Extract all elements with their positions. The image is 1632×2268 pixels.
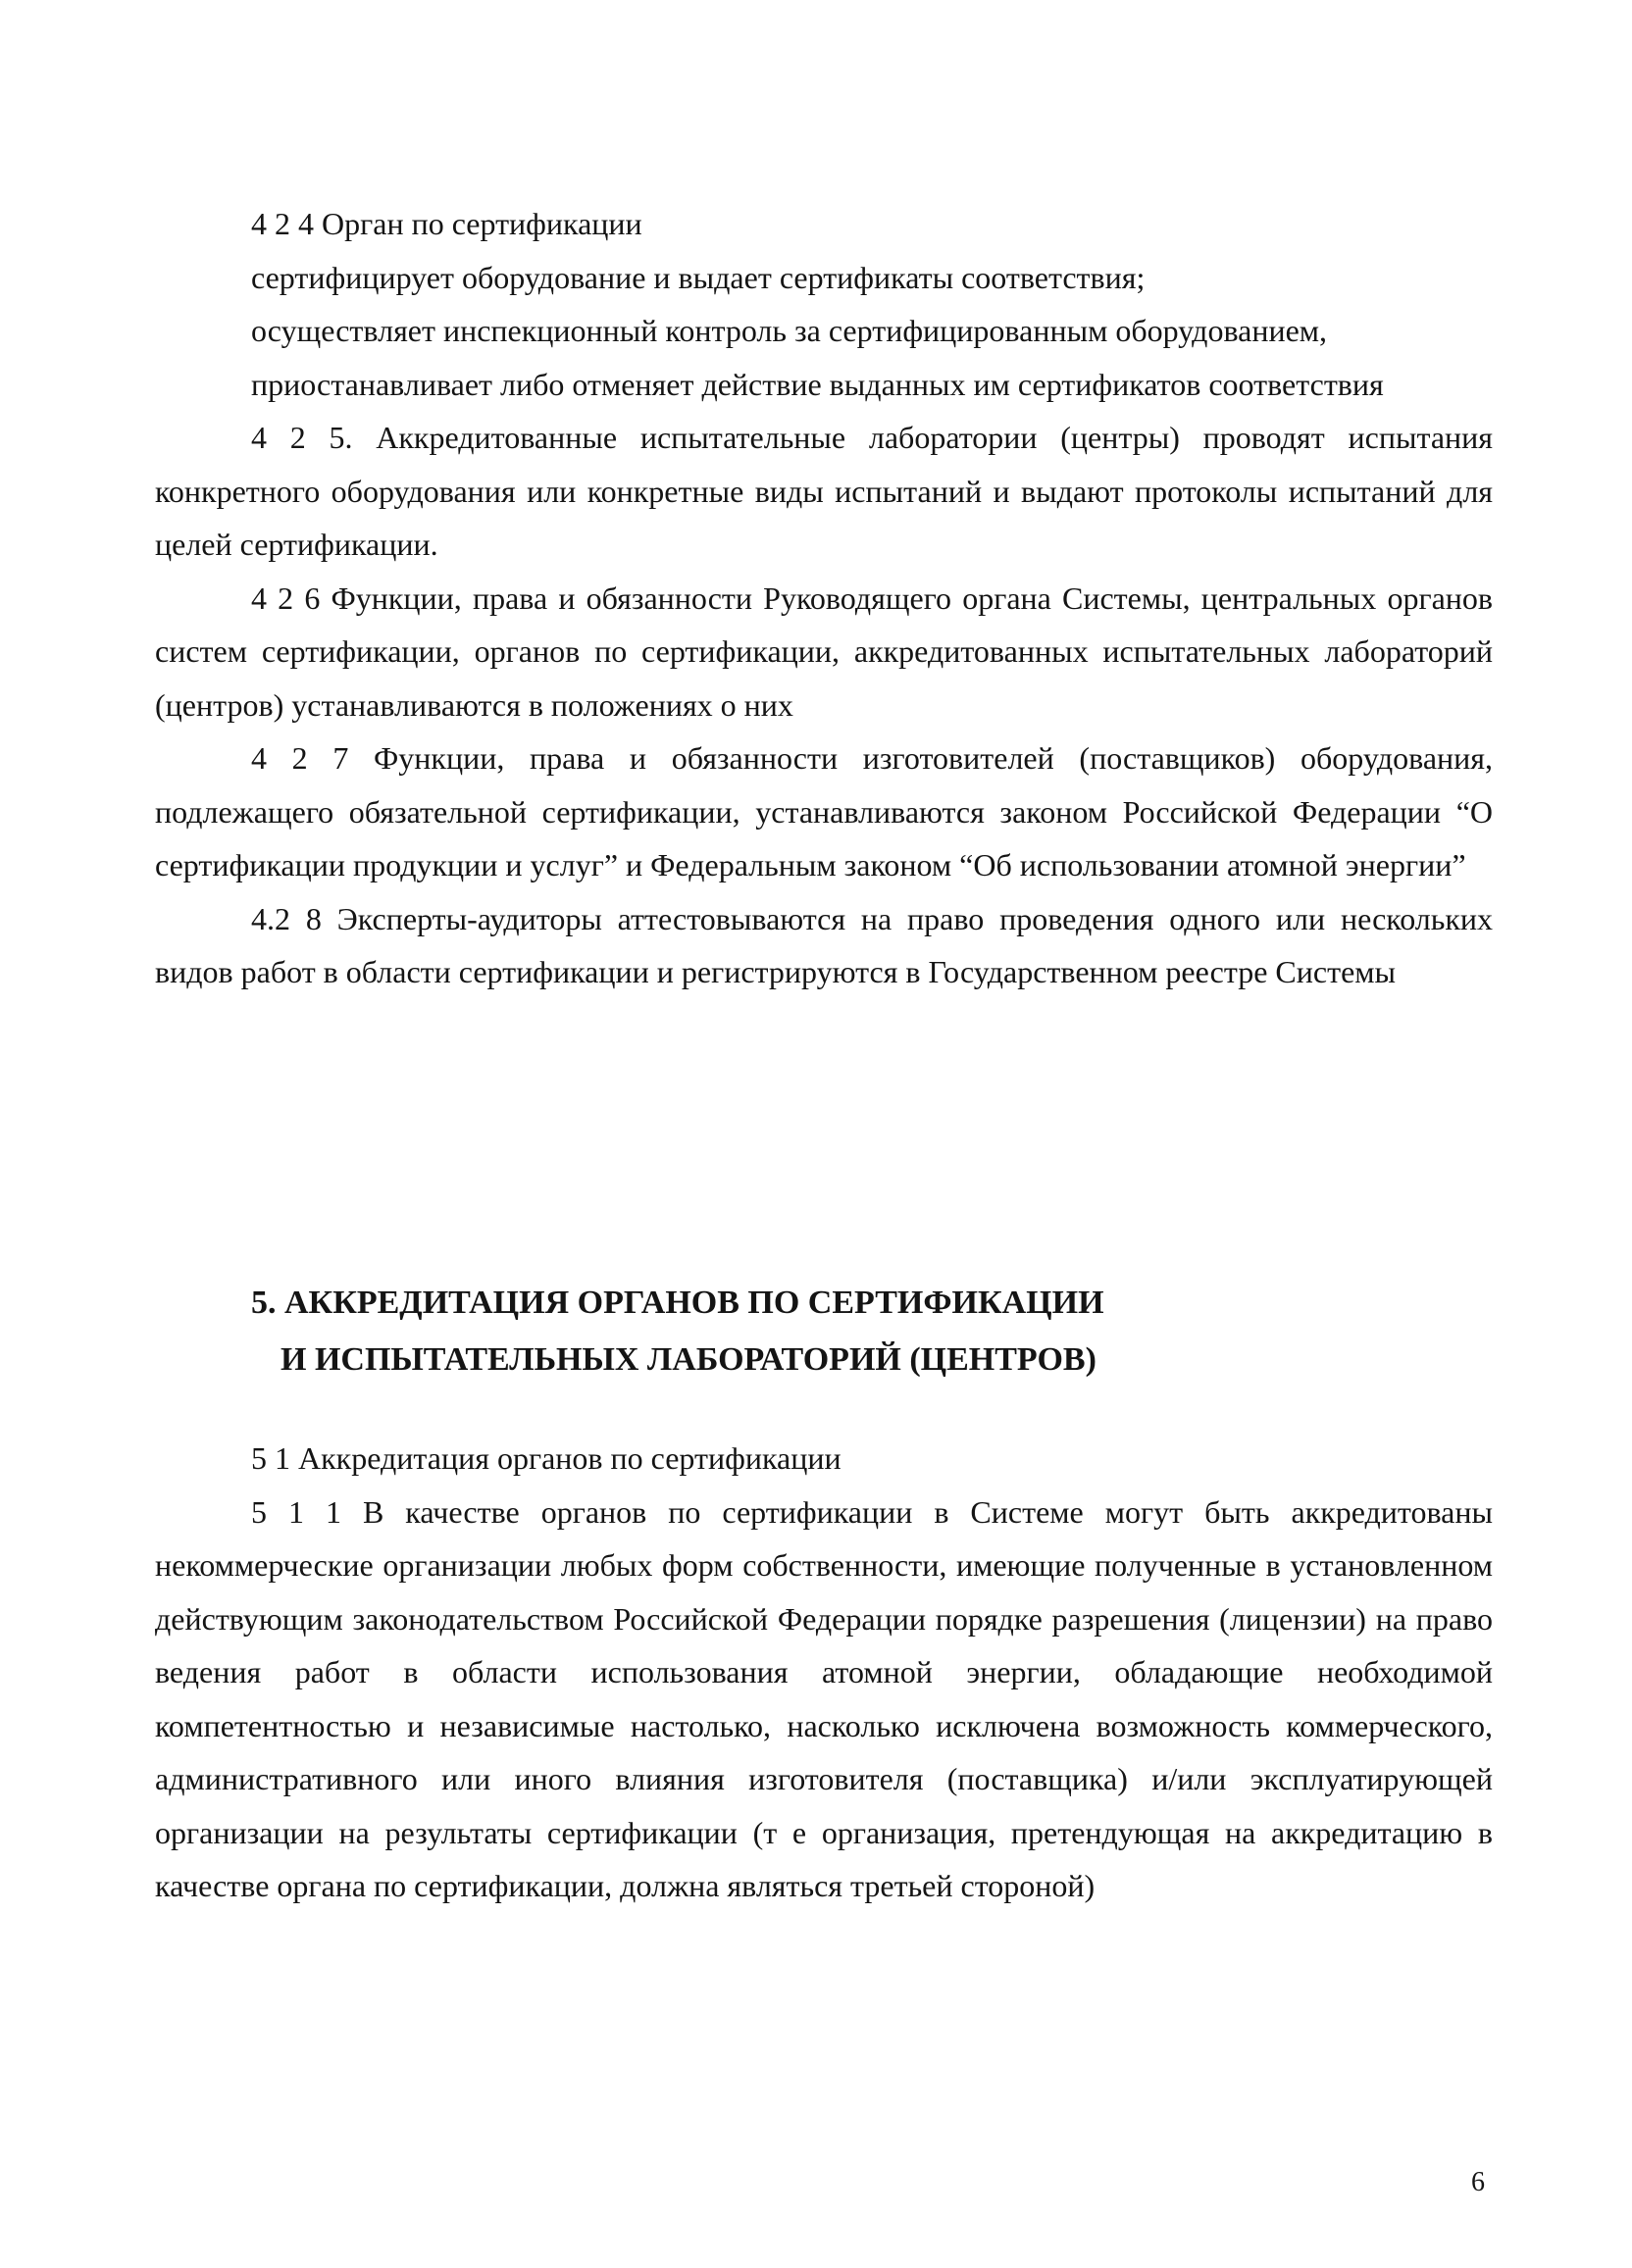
paragraph-4-2-4-item-1: сертифицирует оборудование и выдает сертификаты соответствия; <box>251 259 1146 295</box>
paragraph-4-2-4-title: 4 2 4 Орган по сертификации <box>251 206 642 241</box>
page-number: 6 <box>1471 2167 1485 2197</box>
section-4-2-text <box>155 197 1493 999</box>
paragraph-5-1: 5 1 Аккредитация органов по сертификации <box>251 1440 842 1476</box>
paragraph-5-1-1: 5 1 1 В качестве органов по сертификации в Системе могут быть аккредитованы некоммерческие организации любых форм собственности, имеющие полученные в установленном действующим законодательством Российской Федерации порядке разрешения (лицензии) на право ведения работ в области использования атомной энергии, обладающие необходимой компетентностью и независимые настолько, насколько исключена возможность коммерческого, административного или иного влияния изготовителя (поставщика) и/или эксплуатирующей организации на результаты сертификации (т е организация, претендующая на аккредитацию в качестве органа по сертификации, должна являться третьей стороной) <box>155 1493 1493 1903</box>
paragraph-4-2-8: 4.2 8 Эксперты-аудиторы аттестовываются на право проведения одного или нескольких видов работ в области сертификации и регистрируются в Государственном реестре Системы <box>155 900 1493 989</box>
paragraph-4-2-4-item-3: приостанавливает либо отменяет действие выданных им сертификатов соответствия <box>251 366 1384 402</box>
paragraph-4-2-7: 4 2 7 Функции, права и обязанности изготовителей (поставщиков) оборудования, подлежащего обязательной сертификации, устанавливаются законом Российской Федерации “О сертификации продукции и услуг” и Федеральным законом “Об использовании атомной энергии” <box>155 740 1493 882</box>
section-5-heading-line-1: 5. АККРЕДИТАЦИЯ ОРГАНОВ ПО СЕРТИФИКАЦИИ <box>251 1285 1104 1321</box>
paragraph-4-2-4-item-2: осуществляет инспекционный контроль за сертифицированным оборудованием, <box>251 313 1328 348</box>
paragraph-4-2-5: 4 2 5. Аккредитованные испытательные лаборатории (центры) проводят испытания конкретного оборудования или конкретные виды испытаний и выдают протоколы испытаний для целей сертификации. <box>155 420 1493 562</box>
section-5-heading-line-2: И ИСПЫТАТЕЛЬНЫХ ЛАБОРАТОРИЙ (ЦЕНТРОВ) <box>280 1341 1096 1378</box>
section-5-heading <box>251 1275 1104 1388</box>
section-5-text <box>155 1432 1493 1913</box>
paragraph-4-2-6: 4 2 6 Функции, права и обязанности Руководящего органа Системы, центральных органов систем сертификации, органов по сертификации, аккредитованных испытательных лабораторий (центров) устанавливаются в положениях о них <box>155 580 1493 723</box>
